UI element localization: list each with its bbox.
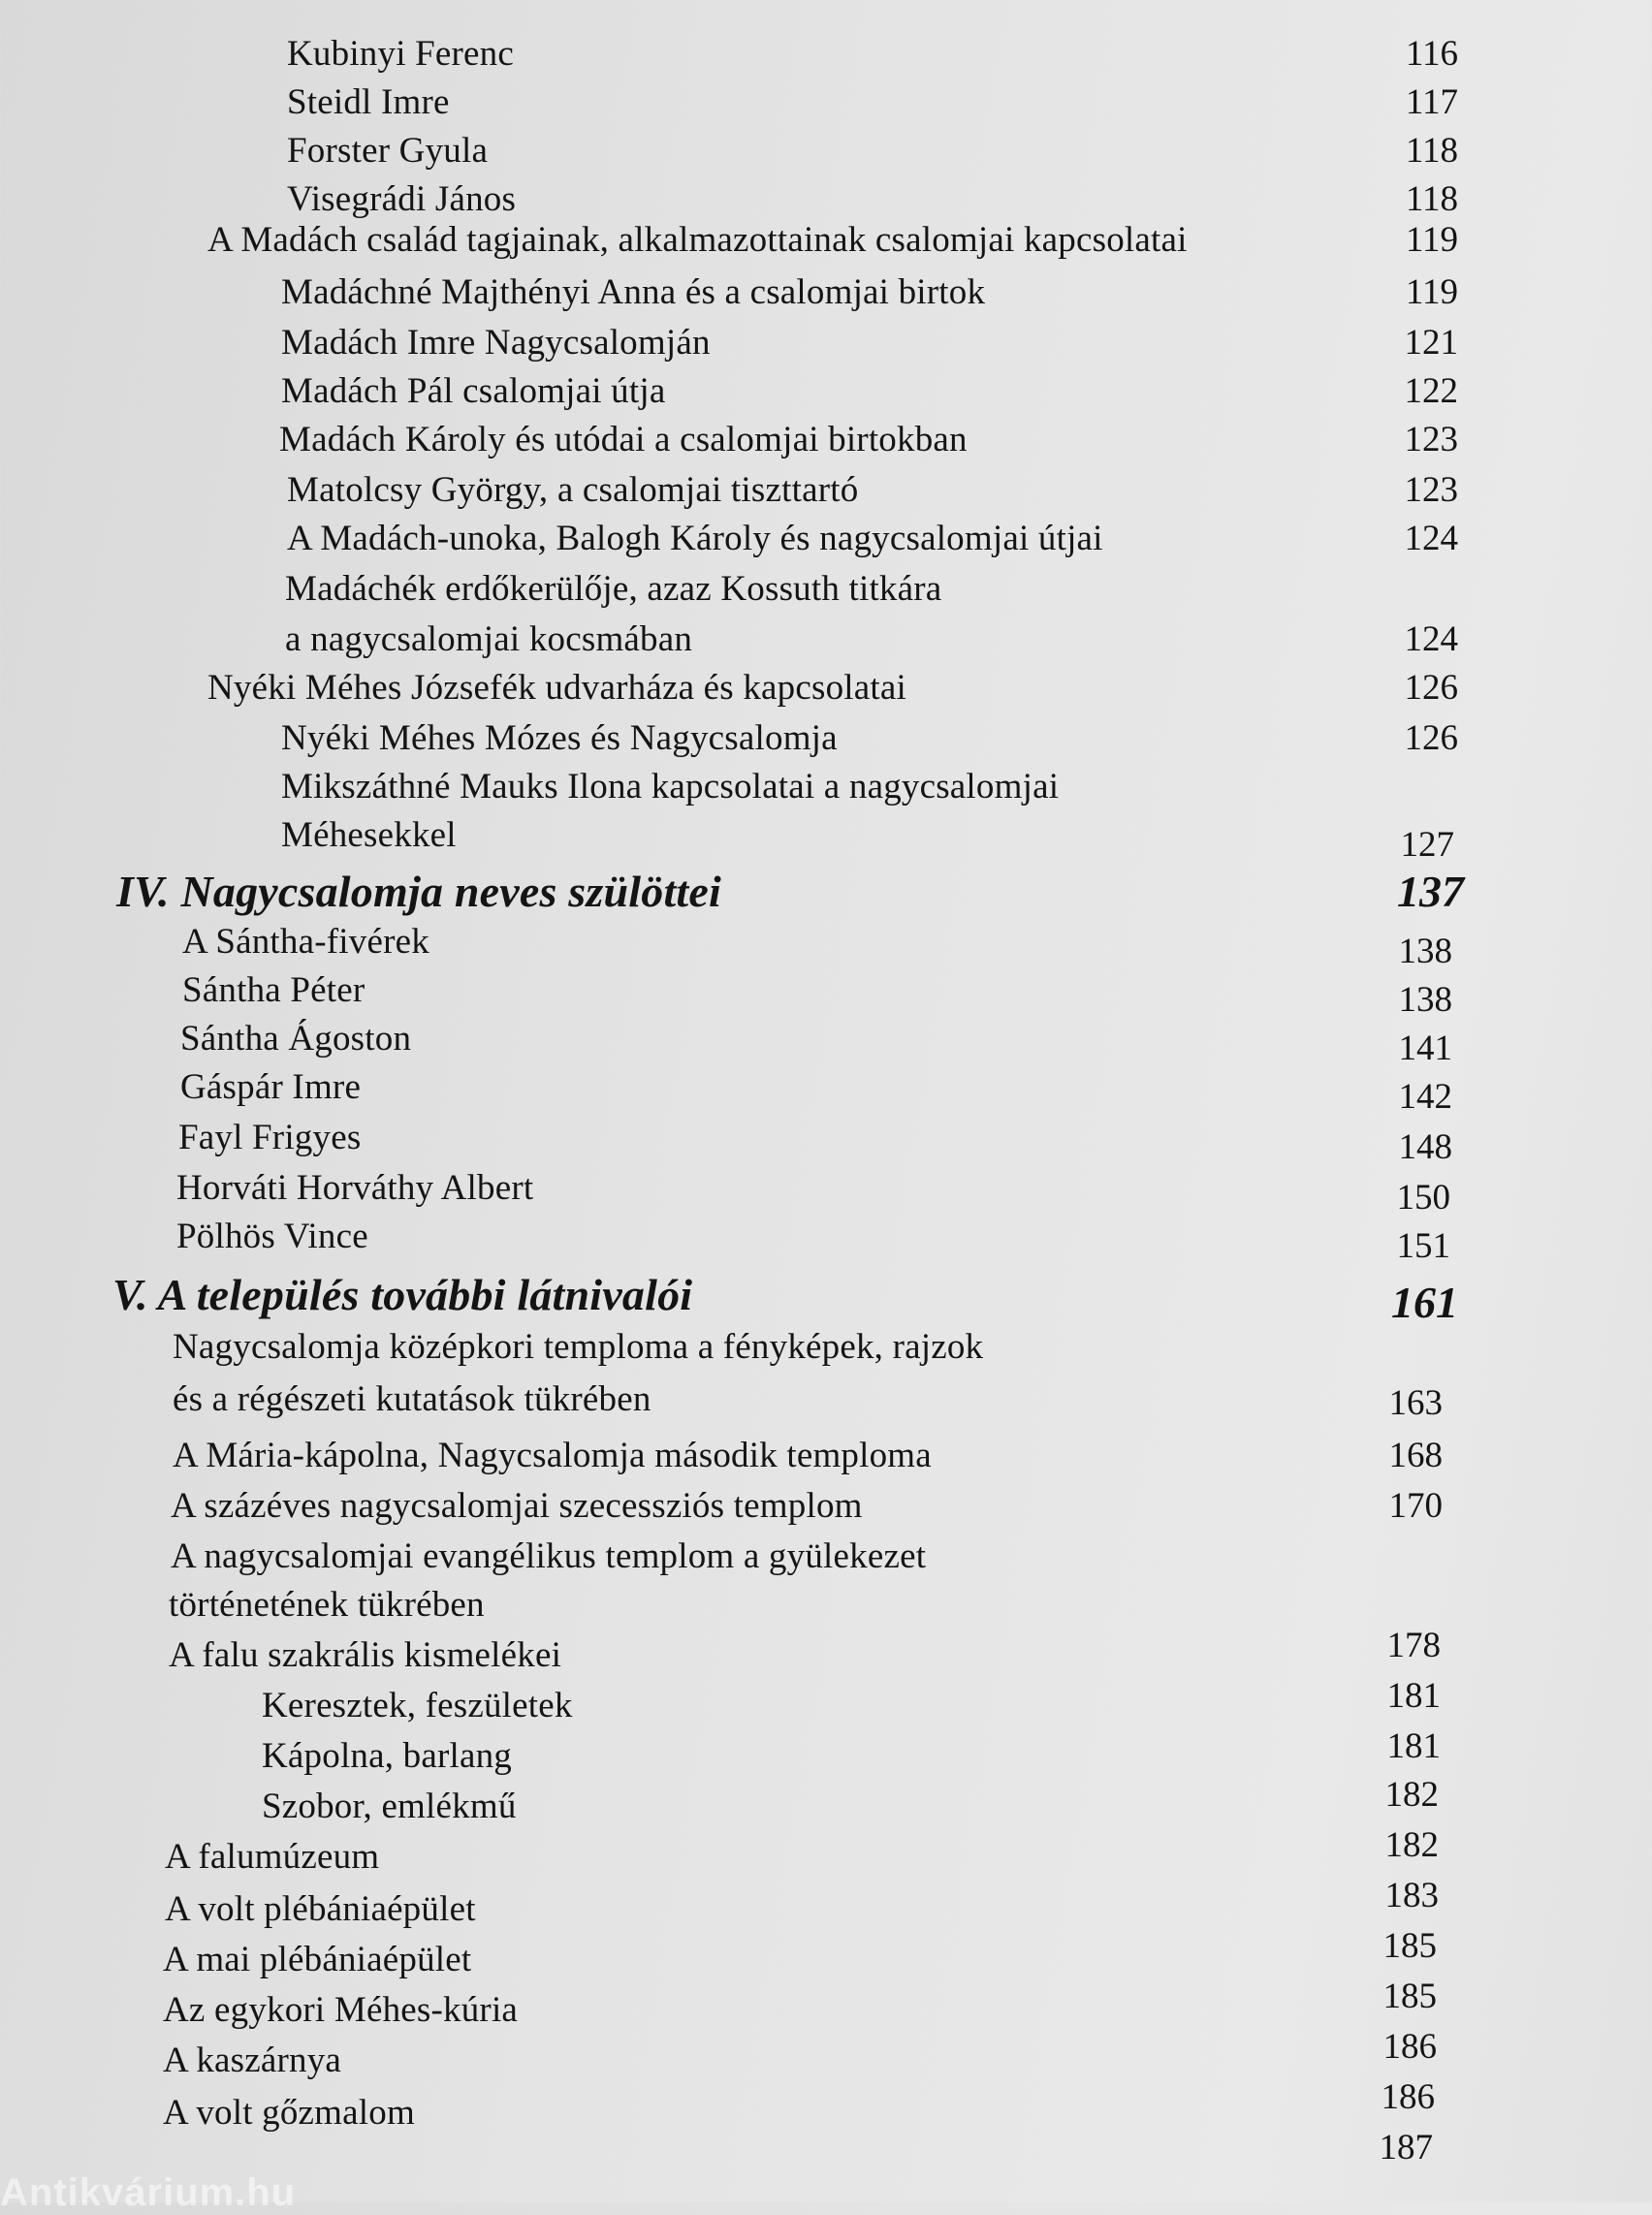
- toc-entry: [0, 514, 1652, 564]
- toc-entry-title: A Mária-kápolna, Nagycsalomja második temploma: [173, 1436, 932, 1475]
- toc-entry-page: 183: [1384, 1876, 1439, 1915]
- toc-entry-title: A volt gőzmalom: [163, 2093, 415, 2133]
- section-heading: [0, 865, 1652, 915]
- toc-entry: [0, 1322, 1652, 1373]
- toc-entry: [0, 465, 1652, 516]
- toc-entry: [0, 1375, 1652, 1425]
- toc-entry-page: 163: [1388, 1383, 1443, 1423]
- section-page: 137: [1397, 867, 1464, 916]
- toc-entry-page: 182: [1384, 1775, 1439, 1815]
- toc-entry-title: történetének tükrében: [169, 1585, 485, 1625]
- toc-entry-title: Méhesekkel: [281, 815, 457, 855]
- toc-entry-title: Gáspár Imre: [180, 1067, 362, 1107]
- toc-entry-title: Madáchék erdőkerülője, azaz Kossuth titkára: [285, 569, 942, 609]
- toc-entry: [0, 810, 1652, 865]
- section-title: IV. Nagycsalomja neves szülöttei: [116, 867, 722, 916]
- toc-entry-page: 185: [1382, 1977, 1437, 2016]
- toc-entry-page: 117: [1405, 82, 1458, 122]
- toc-entry-page: 138: [1398, 932, 1452, 971]
- section-heading: [0, 1268, 1652, 1327]
- toc-entry-page: 123: [1404, 470, 1458, 510]
- toc-entry: [0, 965, 1652, 1020]
- section-title: V. A település további látnivalói: [112, 1270, 693, 1319]
- toc-entry-title: A falumúzeum: [165, 1837, 380, 1877]
- toc-entry-page: 141: [1398, 1028, 1452, 1068]
- toc-entry-page: 122: [1404, 371, 1458, 411]
- toc-entry-title: a nagycsalomjai kocsmában: [285, 619, 693, 659]
- toc-entry-title: Kápolna, barlang: [262, 1736, 512, 1776]
- toc-entry-title: A százéves nagycsalomjai szecessziós templom: [171, 1486, 863, 1526]
- toc-entry-page: 126: [1404, 668, 1458, 708]
- toc-entry-page: 151: [1396, 1226, 1450, 1266]
- toc-entry-page: 127: [1400, 825, 1454, 865]
- toc-entry-page: 182: [1384, 1825, 1439, 1865]
- toc-entry-title: Madách Imre Nagycsalomján: [281, 323, 711, 363]
- toc-entry: [0, 1212, 1652, 1266]
- toc-entry-page: 124: [1404, 619, 1458, 659]
- toc-entry: [0, 268, 1652, 318]
- toc-entry-title: Sántha Ágoston: [180, 1019, 412, 1059]
- toc-entry-page: 121: [1404, 323, 1458, 363]
- toc-entry: [0, 762, 1652, 812]
- toc-entry-page: 142: [1398, 1077, 1452, 1117]
- toc-entry-page: 150: [1396, 1178, 1450, 1218]
- watermark: Antikvárium.hu: [0, 2171, 297, 2214]
- toc-entry: [0, 29, 1652, 79]
- toc-entry-page: 119: [1405, 272, 1458, 312]
- toc-entry: [0, 2061, 1652, 2168]
- toc-entry: [0, 415, 1652, 465]
- toc-entry: [0, 126, 1652, 176]
- toc-entry-page: 186: [1381, 2077, 1435, 2117]
- toc-entry: [0, 1163, 1652, 1218]
- toc-entry: [0, 366, 1652, 417]
- toc-entry-title: A nagycsalomjai evangélikus templom a gyülekezet: [171, 1536, 927, 1576]
- toc-entry-title: Madáchné Majthényi Anna és a csalomjai birtok: [281, 272, 986, 312]
- toc-entry-title: Keresztek, feszületek: [262, 1686, 573, 1725]
- toc-entry: [0, 917, 1652, 971]
- toc-entry-page: 181: [1386, 1726, 1441, 1766]
- toc-entry-page: 116: [1405, 34, 1458, 74]
- toc-entry-page: 138: [1398, 980, 1452, 1020]
- toc-entry: [0, 564, 1652, 615]
- toc-entry: [0, 318, 1652, 368]
- toc-entry-title: Madách Pál csalomjai útja: [281, 371, 666, 411]
- toc-entry-title: Kubinyi Ferenc: [287, 34, 514, 74]
- toc-entry-page: 148: [1398, 1127, 1452, 1167]
- toc-entry: [0, 615, 1652, 665]
- toc-entry-title: Pölhös Vince: [176, 1217, 368, 1256]
- toc-entry-title: A mai plébániaépület: [163, 1940, 472, 1979]
- toc-entry: [0, 1431, 1652, 1481]
- toc-entry-page: 187: [1379, 2128, 1433, 2168]
- toc-entry-page: 118: [1405, 131, 1458, 171]
- toc-entry: [0, 663, 1652, 713]
- toc-entry-title: Nyéki Méhes Józsefék udvarháza és kapcsolatai: [207, 668, 906, 708]
- toc-entry-title: Szobor, emlékmű: [262, 1787, 517, 1826]
- toc-entry: [0, 78, 1652, 128]
- toc-entry-page: 185: [1382, 1926, 1437, 1966]
- toc-entry: [0, 1014, 1652, 1068]
- toc-entry-title: Nyéki Méhes Mózes és Nagycsalomja: [281, 718, 838, 758]
- toc-entry-page: 181: [1386, 1676, 1441, 1716]
- toc-entry-page: 170: [1388, 1486, 1443, 1526]
- toc-entry-title: Nagycsalomja középkori temploma a fényképek, rajzok: [173, 1327, 984, 1367]
- toc-entry-title: Madách Károly és utódai a csalomjai birtokban: [279, 420, 968, 459]
- toc-entry-title: A kaszárnya: [163, 2041, 342, 2080]
- toc-entry-page: 124: [1404, 519, 1458, 558]
- toc-entry: [0, 1062, 1652, 1117]
- toc-entry-page: 126: [1404, 718, 1458, 758]
- toc-entry-title: Steidl Imre: [287, 82, 450, 122]
- toc-entry-title: A Sántha-fivérek: [182, 922, 429, 962]
- toc-entry-page: 178: [1386, 1626, 1441, 1665]
- toc-entry: [0, 1532, 1652, 1582]
- toc-entry-title: Matolcsy György, a csalomjai tiszttartó: [287, 470, 859, 510]
- section-page: 161: [1391, 1278, 1458, 1327]
- toc-entry-title: Visegrádi János: [287, 179, 517, 219]
- toc-entry: [0, 1481, 1652, 1532]
- toc-entry: [0, 713, 1652, 764]
- toc-entry-title: Sántha Péter: [182, 970, 365, 1010]
- toc-entry-title: Horváti Horváthy Albert: [176, 1168, 534, 1208]
- toc-entry-page: 118: [1405, 179, 1458, 219]
- toc-entry-title: Fayl Frigyes: [178, 1118, 362, 1157]
- toc-entry-title: A Madách-unoka, Balogh Károly és nagycsalomjai útjai: [287, 519, 1103, 558]
- toc-entry-title: A falu szakrális kismelékei: [169, 1635, 562, 1675]
- toc-entry-page: 168: [1388, 1436, 1443, 1475]
- toc-entry-page: 123: [1404, 420, 1458, 459]
- toc-entry-page: 186: [1382, 2027, 1437, 2067]
- toc-entry-title: Mikszáthné Mauks Ilona kapcsolatai a nagycsalomjai: [281, 767, 1060, 807]
- toc-entry-title: A volt plébániaépület: [165, 1889, 476, 1929]
- toc-entry-title: Az egykori Méhes-kúria: [163, 1990, 519, 2030]
- toc-entry: [0, 1113, 1652, 1167]
- toc-entry: [0, 215, 1652, 266]
- toc-entry-page: 119: [1405, 220, 1458, 260]
- toc-entry-title: A Madách család tagjainak, alkalmazottainak csalomjai kapcsolatai: [207, 220, 1188, 260]
- toc-entry-title: és a régészeti kutatások tükrében: [173, 1379, 651, 1419]
- toc-entry-title: Forster Gyula: [287, 131, 489, 171]
